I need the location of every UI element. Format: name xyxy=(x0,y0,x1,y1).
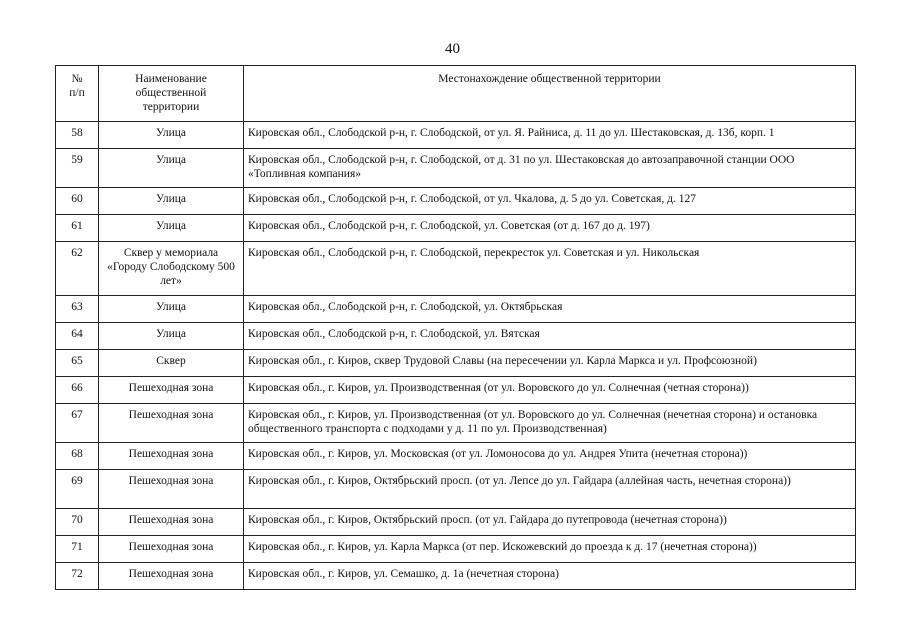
table-row xyxy=(56,242,856,296)
public-territories-table xyxy=(55,65,856,590)
table-row xyxy=(56,509,856,536)
row-number: 58 xyxy=(56,122,99,149)
row-location: Кировская обл., г. Киров, ул. Семашко, д. 1а (нечетная сторона) xyxy=(244,563,856,590)
row-number: 63 xyxy=(56,296,99,323)
row-number: 71 xyxy=(56,536,99,563)
row-number: 62 xyxy=(56,242,99,296)
row-name: Пешеходная зона xyxy=(99,470,244,509)
row-name: Улица xyxy=(99,122,244,149)
row-location: Кировская обл., г. Киров, Октябрьский просп. (от ул. Гайдара до путепровода (нечетная сторона)) xyxy=(244,509,856,536)
table-row xyxy=(56,536,856,563)
row-location: Кировская обл., Слободской р-н, г. Слободской, от ул. Чкалова, д. 5 до ул. Советская, д. 127 xyxy=(244,188,856,215)
row-name: Улица xyxy=(99,296,244,323)
table-row xyxy=(56,350,856,377)
table-row xyxy=(56,563,856,590)
row-number: 60 xyxy=(56,188,99,215)
row-number: 61 xyxy=(56,215,99,242)
row-location: Кировская обл., г. Киров, сквер Трудовой Славы (на пересечении ул. Карла Маркса и ул. Профсоюзной) xyxy=(244,350,856,377)
row-name: Пешеходная зона xyxy=(99,563,244,590)
row-name: Сквер у мемориала «Городу Слободскому 500 лет» xyxy=(99,242,244,296)
table-row xyxy=(56,215,856,242)
row-number: 70 xyxy=(56,509,99,536)
row-name: Пешеходная зона xyxy=(99,377,244,404)
row-location: Кировская обл., г. Киров, ул. Производственная (от ул. Воровского до ул. Солнечная (нечетная сторона) и остановка общественного транспорта с подходами у д. 11 по ул. Производственная) xyxy=(244,404,856,443)
row-location: Кировская обл., Слободской р-н, г. Слободской, ул. Вятская xyxy=(244,323,856,350)
row-name: Улица xyxy=(99,215,244,242)
row-number: 68 xyxy=(56,443,99,470)
row-name: Пешеходная зона xyxy=(99,536,244,563)
table-row xyxy=(56,296,856,323)
table-row xyxy=(56,377,856,404)
table-row xyxy=(56,443,856,470)
table-row xyxy=(56,470,856,509)
row-name: Улица xyxy=(99,188,244,215)
row-location: Кировская обл., г. Киров, ул. Московская (от ул. Ломоносова до ул. Андрея Упита (нечетная сторона)) xyxy=(244,443,856,470)
header-name: Наименование общественной территории xyxy=(99,66,244,122)
table-row xyxy=(56,122,856,149)
table-row xyxy=(56,149,856,188)
table-row xyxy=(56,404,856,443)
row-number: 69 xyxy=(56,470,99,509)
row-number: 59 xyxy=(56,149,99,188)
row-name: Пешеходная зона xyxy=(99,404,244,443)
row-number: 67 xyxy=(56,404,99,443)
row-location: Кировская обл., г. Киров, ул. Производственная (от ул. Воровского до ул. Солнечная (четная сторона)) xyxy=(244,377,856,404)
table-row xyxy=(56,188,856,215)
row-number: 64 xyxy=(56,323,99,350)
page-number: 40 xyxy=(445,41,460,57)
row-location: Кировская обл., Слободской р-н, г. Слободской, от д. 31 по ул. Шестаковская до автозаправочной станции ООО «Топливная компания» xyxy=(244,149,856,188)
table-header-row xyxy=(56,66,856,122)
row-name: Пешеходная зона xyxy=(99,443,244,470)
table-row xyxy=(56,323,856,350)
row-location: Кировская обл., Слободской р-н, г. Слободской, перекресток ул. Советская и ул. Никольская xyxy=(244,242,856,296)
row-name: Сквер xyxy=(99,350,244,377)
row-number: 72 xyxy=(56,563,99,590)
row-location: Кировская обл., г. Киров, ул. Карла Маркса (от пер. Искожевский до проезда к д. 17 (нечетная сторона)) xyxy=(244,536,856,563)
row-name: Пешеходная зона xyxy=(99,509,244,536)
row-location: Кировская обл., Слободской р-н, г. Слободской, ул. Советская (от д. 167 до д. 197) xyxy=(244,215,856,242)
row-location: Кировская обл., г. Киров, Октябрьский просп. (от ул. Лепсе до ул. Гайдара (аллейная часть, нечетная сторона)) xyxy=(244,470,856,509)
row-number: 66 xyxy=(56,377,99,404)
header-number: № п/п xyxy=(56,66,99,122)
header-location: Местонахождение общественной территории xyxy=(244,66,856,122)
row-number: 65 xyxy=(56,350,99,377)
row-name: Улица xyxy=(99,323,244,350)
row-location: Кировская обл., Слободской р-н, г. Слободской, от ул. Я. Райниса, д. 11 до ул. Шестаковская, д. 13б, корп. 1 xyxy=(244,122,856,149)
row-name: Улица xyxy=(99,149,244,188)
row-location: Кировская обл., Слободской р-н, г. Слободской, ул. Октябрьская xyxy=(244,296,856,323)
